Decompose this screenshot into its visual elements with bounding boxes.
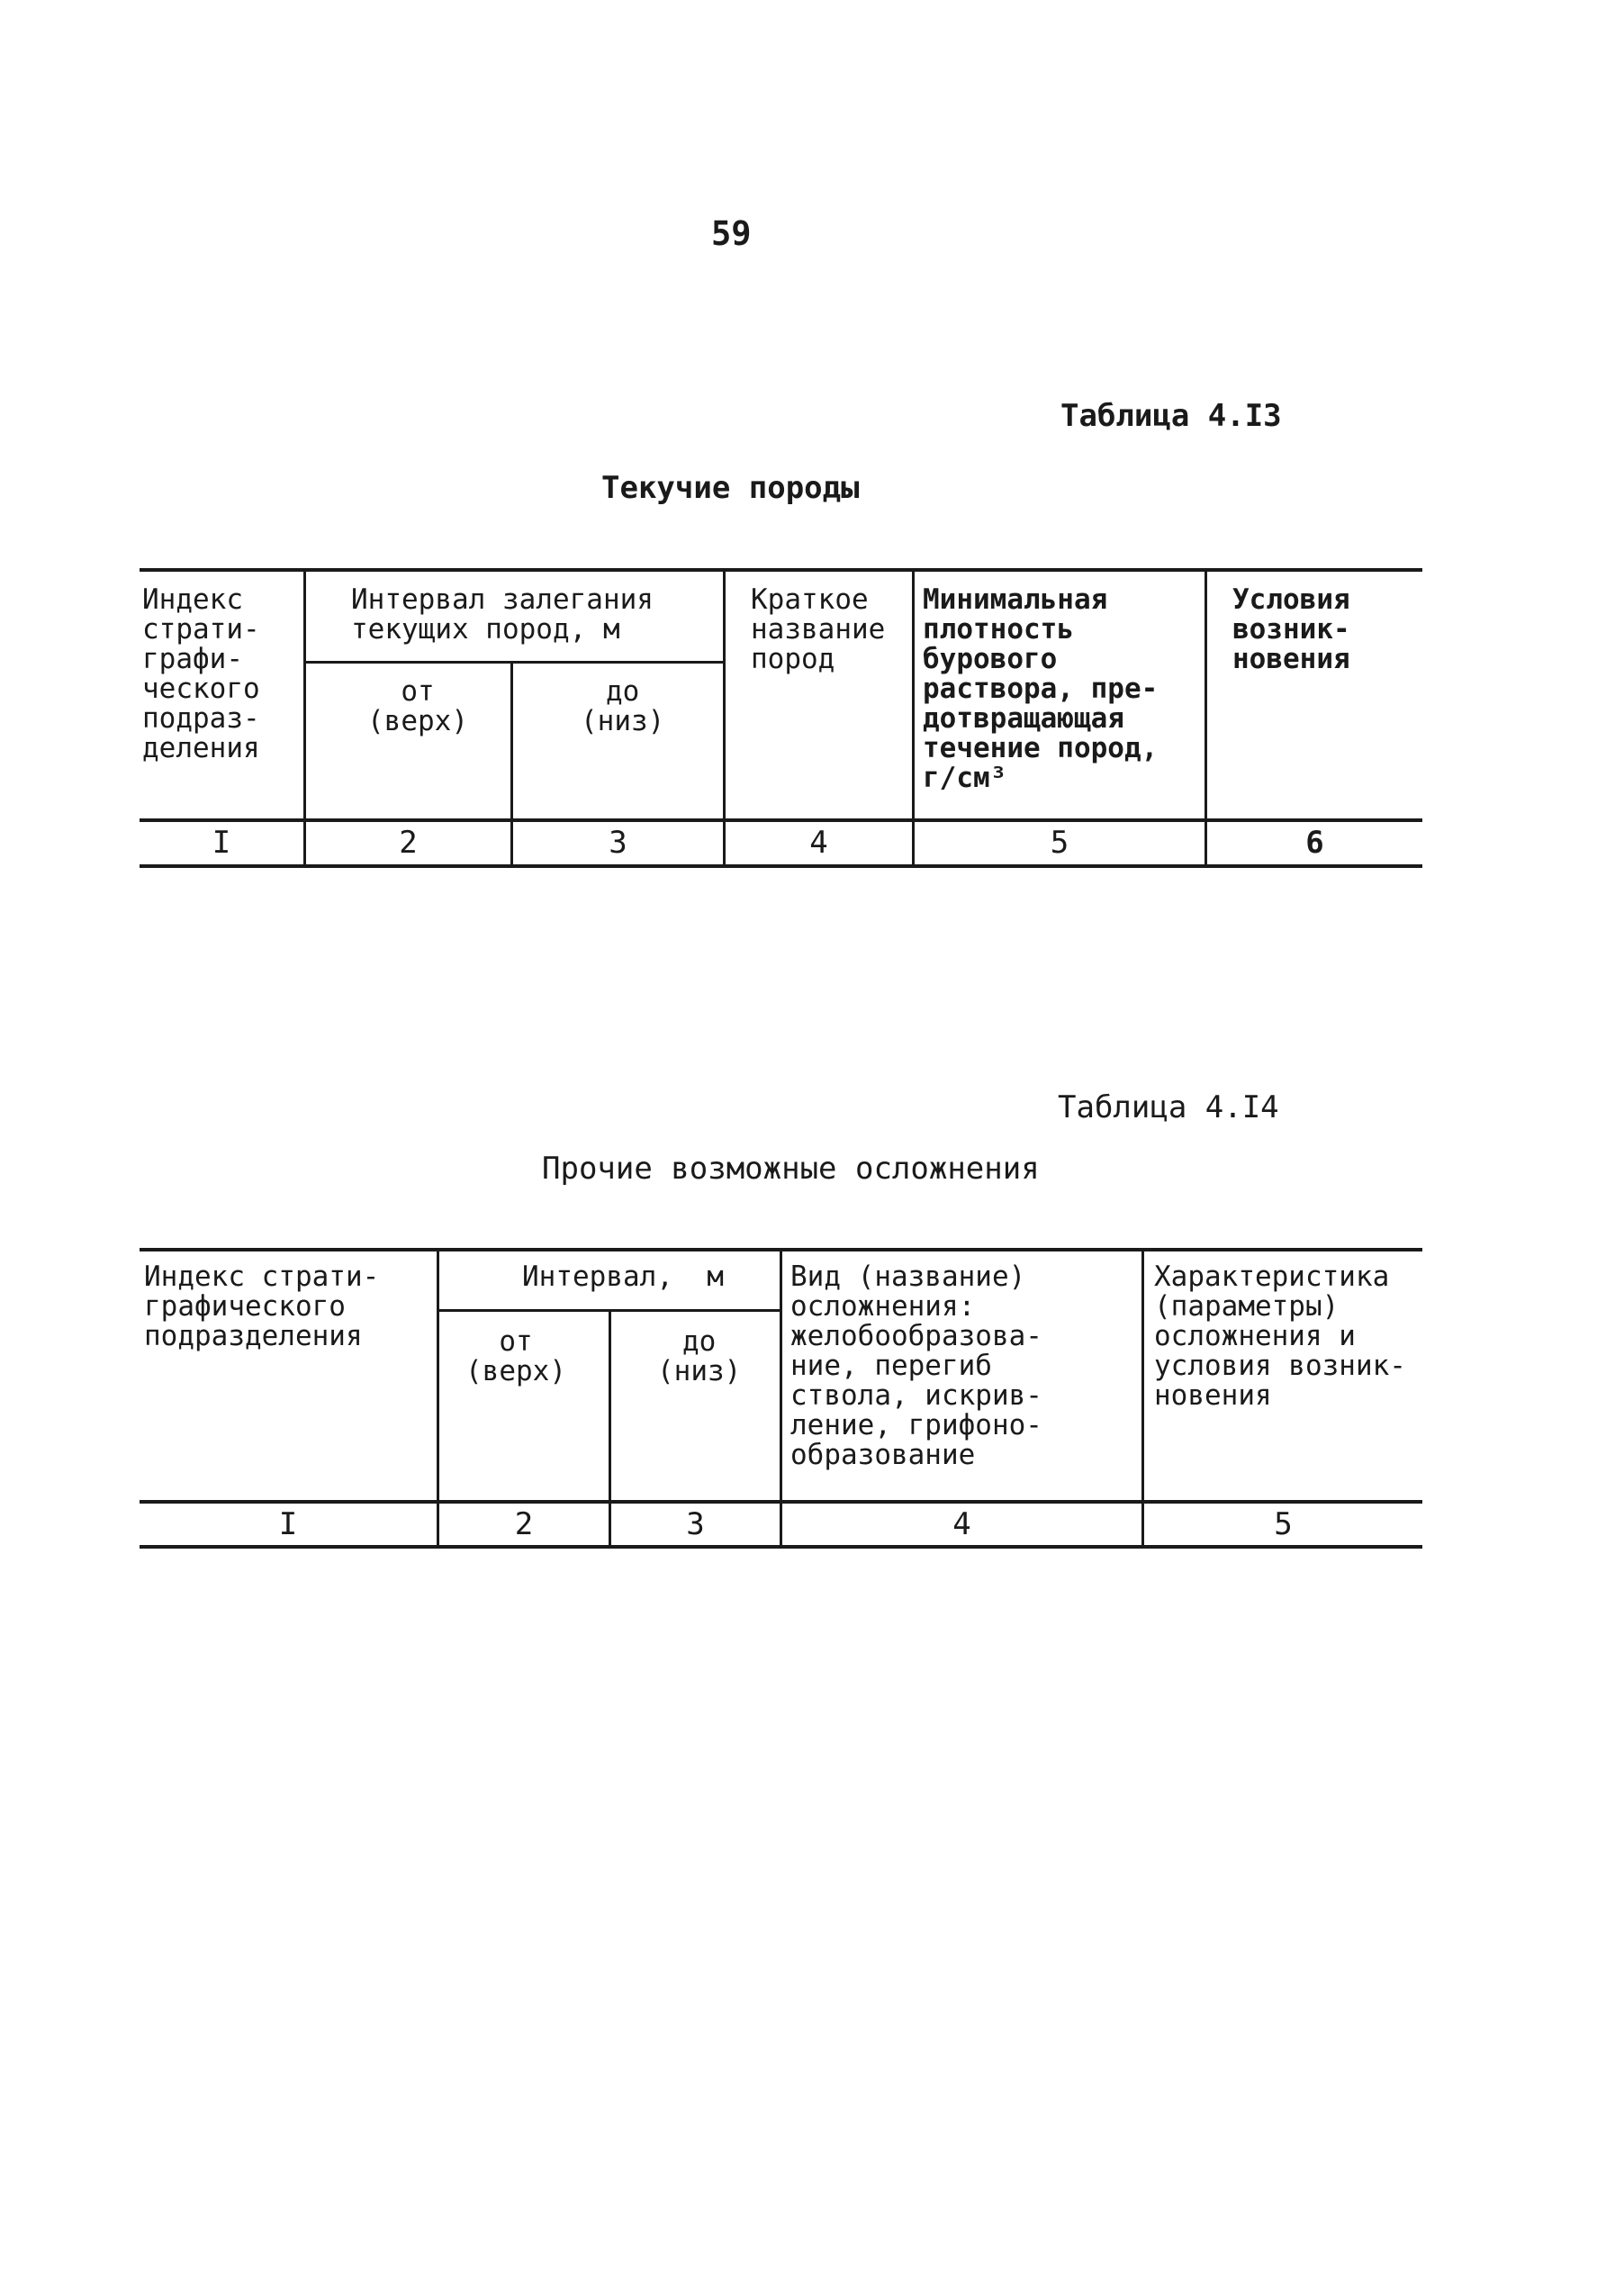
table-4-13-header-from: от (верх) xyxy=(367,675,468,737)
table-4-13-header-to: до (низ) xyxy=(581,675,665,737)
table-4-13-divider-3 xyxy=(723,570,726,866)
table-4-13-divider-1 xyxy=(303,570,306,866)
table-4-13-colnum-6: 6 xyxy=(1305,825,1324,861)
table-4-14-colnum-1: I xyxy=(278,1506,298,1542)
table-4-14-header-to: до (низ) xyxy=(657,1325,742,1387)
table-4-13-interval-rule xyxy=(304,661,724,664)
table-4-13-header-index: Индекс страти- графи- ческого подраз- деления xyxy=(142,583,260,764)
table-4-13-header-rule xyxy=(140,818,1422,822)
table-4-13-title: Текучие породы xyxy=(601,470,860,506)
table-4-13-colnum-3: 3 xyxy=(609,825,627,861)
table-4-14-header-interval: Интервал, м xyxy=(522,1260,724,1293)
table-4-13-divider-5 xyxy=(1204,570,1207,866)
table-4-14-colnum-5: 5 xyxy=(1274,1506,1293,1542)
table-4-13-colnum-2: 2 xyxy=(399,825,418,861)
table-4-14-colnum-2: 2 xyxy=(514,1506,534,1542)
table-4-14-colnum-3: 3 xyxy=(686,1506,705,1542)
table-4-14-title: Прочие возможные осложнения xyxy=(542,1151,1040,1187)
table-4-13-header-name: Краткое название пород xyxy=(751,583,886,675)
table-4-13-colnum-4: 4 xyxy=(809,825,828,861)
table-4-13-top-rule xyxy=(140,568,1422,572)
table-4-14-header-from: от (верх) xyxy=(465,1325,566,1387)
table-4-13-divider-4 xyxy=(912,570,915,866)
table-4-14-divider-4 xyxy=(1141,1250,1144,1547)
table-4-13-bottom-rule xyxy=(140,864,1422,868)
table-4-14-header-index: Индекс страти- графического подразделения xyxy=(144,1260,380,1352)
table-4-14-header-characteristics: Характеристика (параметры) осложнения и условия возник- новения xyxy=(1154,1260,1406,1412)
table-4-13-header-interval: Интервал залегания текущих пород, м xyxy=(351,583,654,646)
table-4-14-divider-1 xyxy=(437,1250,439,1547)
table-4-14-header-type: Вид (название) осложнения: желобообразова- ние, перегиб ствола, искрив- ление, грифоно- образование xyxy=(790,1260,1042,1471)
table-4-13-label: Таблица 4.I3 xyxy=(1060,398,1282,434)
table-4-13-colnum-5: 5 xyxy=(1050,825,1069,861)
table-4-14-colnum-4: 4 xyxy=(952,1506,971,1542)
table-4-14-label: Таблица 4.I4 xyxy=(1058,1089,1279,1125)
page-number: 59 xyxy=(711,214,752,253)
table-4-13-colnum-1: I xyxy=(212,825,231,861)
table-4-13-header-density: Минимальная плотность бурового раствора, пре- дотвращающая течение пород, г/см³ xyxy=(923,583,1159,794)
table-4-14-divider-3 xyxy=(780,1250,782,1547)
table-4-13-header-conditions: Условия возник- новения xyxy=(1232,583,1350,675)
